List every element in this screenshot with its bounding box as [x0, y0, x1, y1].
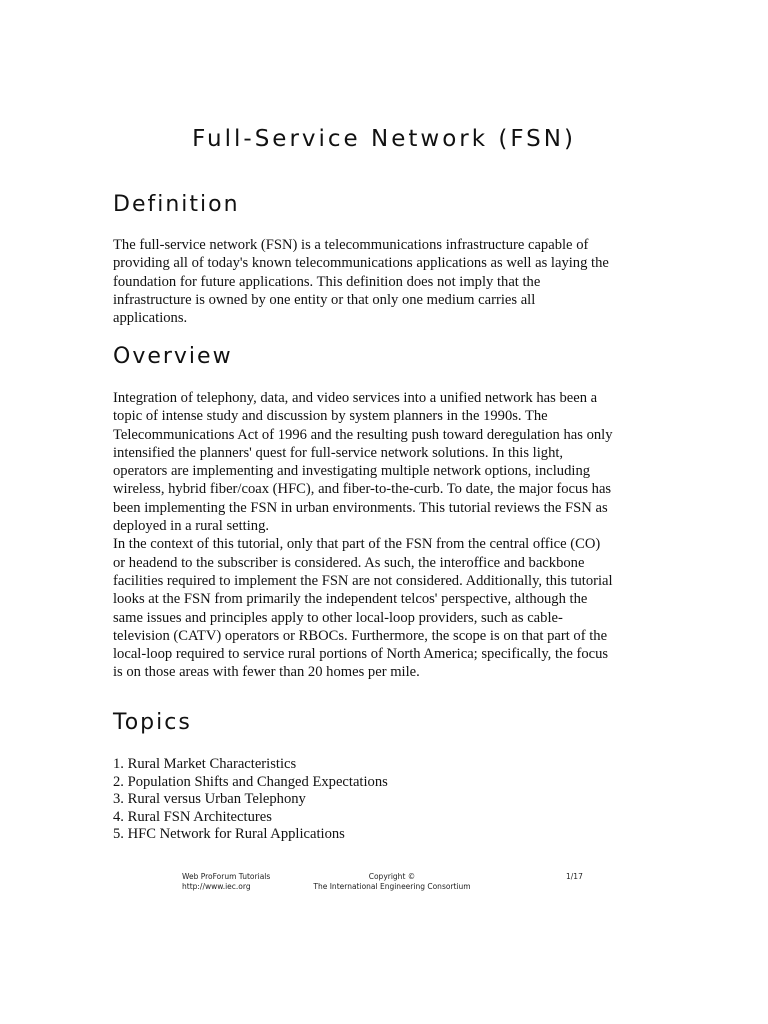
overview-heading: Overview: [113, 344, 233, 369]
footer-page-number: [566, 872, 583, 882]
page-number: 1/17: [566, 872, 583, 881]
page-title: Full-Service Network (FSN): [192, 126, 576, 152]
definition-text: [113, 236, 613, 327]
footer-copyright: [312, 872, 472, 892]
footer-tutorial-name: Web ProForum Tutorials: [182, 872, 271, 881]
topic-item: 3. Rural versus Urban Telephony: [113, 791, 306, 808]
definition-paragraph: The full-service network (FSN) is a telecommunications infrastructure capable of providing all of today's known telecommunications applications as well as laying the foundation for future applications. This definition does not imply that the infrastructure is owned by one entity or that only one medium carries all applications.: [113, 237, 609, 327]
footer-publisher: [182, 872, 270, 892]
topic-item: 1. Rural Market Characteristics: [113, 756, 297, 772]
topic-item: 5. HFC Network for Rural Applications: [113, 826, 345, 843]
topics-heading: Topics: [113, 710, 192, 735]
topic-item: 2. Population Shifts and Changed Expectations: [113, 773, 388, 790]
overview-paragraph-1: Integration of telephony, data, and video services into a unified network has been a topic of intense study and discussion by system planners in the 1990s. The Telecommunications Act of 1996 and the resulting push toward deregulation has only intensified the planners' quest for full-service network solutions. In this light, operators are implementing and investigating multiple network options, including wireless, hybrid fiber/coax (HFC), and fiber-to-the-curb. To date, the major focus has been implementing the FSN in urban environments. This tutorial reviews the FSN as deployed in a rural setting.: [113, 390, 613, 535]
definition-heading: Definition: [113, 192, 240, 217]
topics-list: [113, 756, 388, 844]
footer-organization: The International Engineering Consortium: [313, 882, 471, 891]
overview-paragraph-2: In the context of this tutorial, only that part of the FSN from the central office (CO) or headend to the subscriber is considered. As such, the interoffice and backbone facilities required to implement the FSN are not considered. Additionally, this tutorial looks at the FSN from primarily the independent telcos' perspective, although the same issues and principles apply to other local-loop providers, such as cable-television (CATV) operators or RBOCs. Furthermore, the scope is on that part of the local-loop required to service rural portions of North America; specifically, the focus is on those areas with fewer than 20 homes per mile.: [113, 536, 613, 681]
topic-item: 4. Rural FSN Architectures: [113, 808, 272, 825]
footer-copyright-line: Copyright ©: [368, 872, 416, 881]
overview-text: [113, 389, 613, 682]
footer-url: http://www.iec.org: [182, 882, 251, 891]
